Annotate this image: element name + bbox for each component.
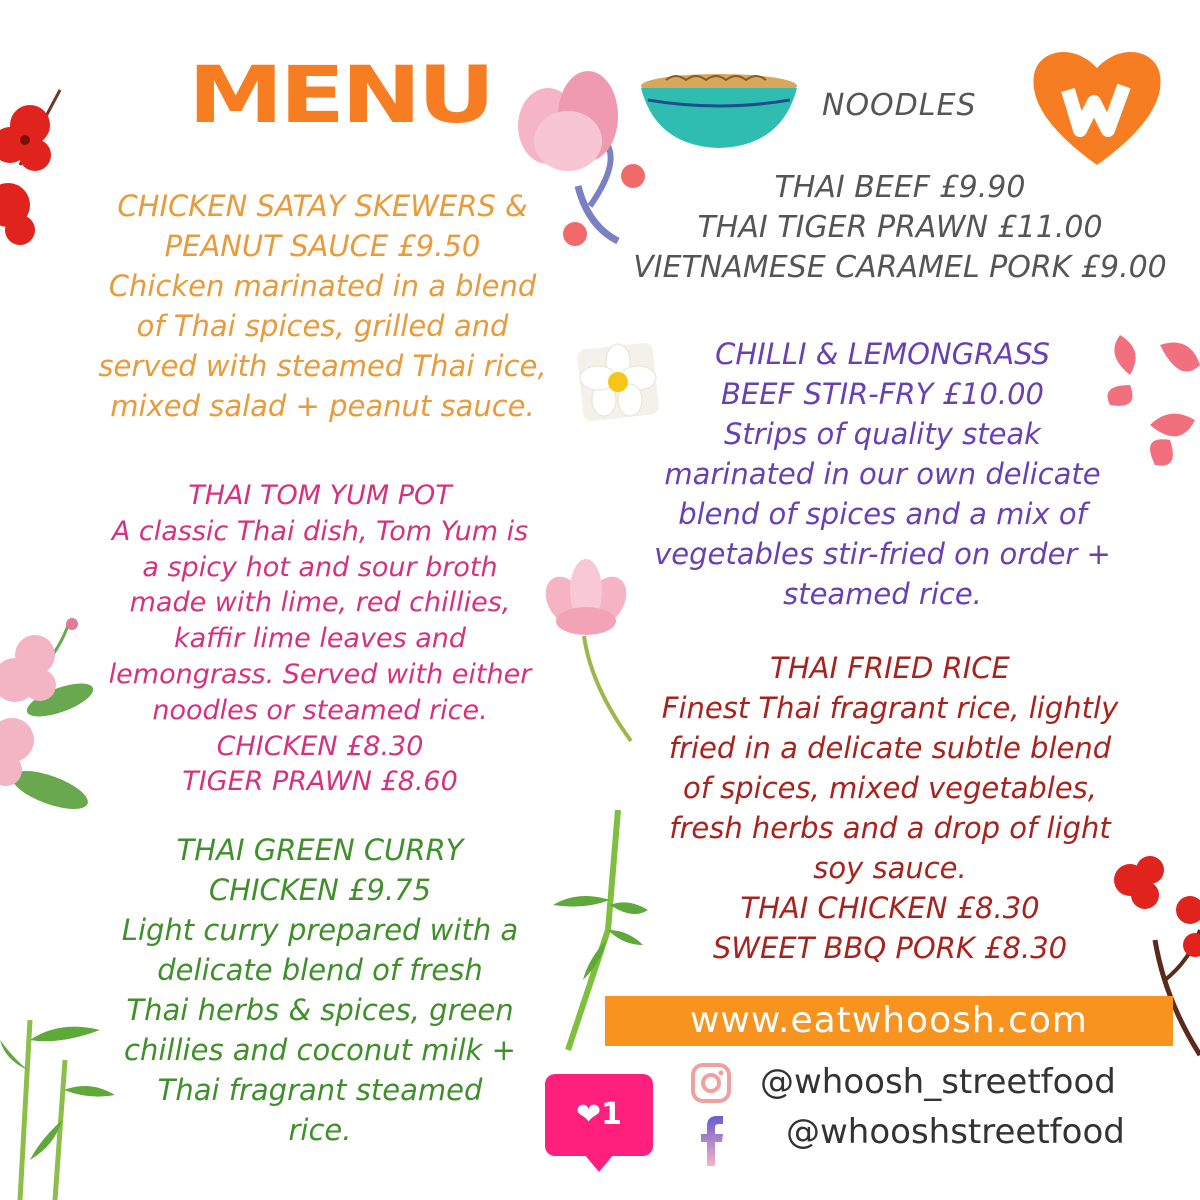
noodle-item-caramel-pork: VIETNAMESE CARAMEL PORK £9.00 [633, 250, 1167, 285]
red-blossom-icon [0, 85, 70, 255]
green-curry-description: chillies and coconut milk + [124, 1033, 516, 1067]
chicken-satay-title-line: PEANUT SAUCE £9.50 [164, 229, 481, 263]
fried-rice-description: fried in a delicate subtle blend [668, 731, 1112, 765]
green-curry-description: delicate blend of fresh [157, 953, 483, 987]
fried-rice-section [630, 648, 1150, 968]
tom-yum-description: lemongrass. Served with either [108, 658, 532, 690]
tom-yum-description: made with lime, red chillies, [129, 587, 511, 619]
tom-yum-description: kaffir lime leaves and [173, 623, 467, 655]
noodles-heading: NOODLES [822, 88, 977, 123]
fried-rice-description: soy sauce. [813, 851, 967, 885]
green-curry-title-line: THAI GREEN CURRY [176, 833, 464, 867]
menu-title: MENU [188, 48, 492, 141]
chicken-satay-description: served with steamed Thai rice, [98, 349, 547, 383]
stir-fry-description: marinated in our own delicate [664, 457, 1101, 491]
chicken-satay-title-line: CHICKEN SATAY SKEWERS & [117, 189, 528, 223]
noodle-bowl-icon [636, 66, 802, 152]
green-curry-section [90, 830, 550, 1150]
instagram-handle[interactable]: @whoosh_streetfood [760, 1062, 1116, 1102]
facebook-icon[interactable] [697, 1112, 727, 1168]
green-curry-description: Light curry prepared with a [121, 913, 519, 947]
fried-rice-price-chicken: THAI CHICKEN £8.30 [740, 891, 1040, 925]
green-curry-description: rice. [288, 1113, 352, 1147]
fried-rice-description: fresh herbs and a drop of light [669, 811, 1111, 845]
noodles-list [610, 168, 1190, 288]
chicken-satay-section [80, 186, 565, 426]
noodle-item-thai-beef: THAI BEEF £9.90 [774, 170, 1026, 205]
green-curry-description: Thai herbs & spices, green [126, 993, 514, 1027]
whoosh-heart-logo-icon [1028, 40, 1166, 170]
chicken-satay-description: Chicken marinated in a blend [108, 269, 537, 303]
badge-pointer-icon [584, 1154, 614, 1172]
fried-rice-description: Finest Thai fragrant rice, lightly [661, 691, 1119, 725]
facebook-handle[interactable]: @whooshstreetfood [786, 1112, 1125, 1152]
like-count: 1 [601, 1097, 622, 1132]
stir-fry-description: Strips of quality steak [724, 417, 1041, 451]
like-notification-badge [545, 1074, 653, 1156]
fried-rice-description: of spices, mixed vegetables, [682, 771, 1098, 805]
tom-yum-price-chicken: CHICKEN £8.30 [216, 730, 424, 762]
tom-yum-price-prawn: TIGER PRAWN £8.60 [182, 766, 458, 798]
heart-icon: ❤ [575, 1097, 602, 1132]
stir-fry-description: steamed rice. [783, 577, 982, 611]
stir-fry-title-line: CHILLI & LEMONGRASS [715, 337, 1050, 371]
stir-fry-description: vegetables stir-fried on order + [654, 537, 1111, 571]
green-curry-title-line: CHICKEN £9.75 [208, 873, 432, 907]
instagram-icon[interactable] [690, 1062, 732, 1104]
fried-rice-title: THAI FRIED RICE [770, 651, 1010, 685]
noodle-item-tiger-prawn: THAI TIGER PRAWN £11.00 [697, 210, 1103, 245]
chicken-satay-description: mixed salad + peanut sauce. [110, 389, 535, 423]
fried-rice-price-pork: SWEET BBQ PORK £8.30 [712, 931, 1068, 965]
pink-petals-icon [1100, 325, 1200, 495]
tom-yum-section [80, 478, 560, 800]
bamboo-corner-icon [0, 1000, 120, 1200]
stir-fry-description: blend of spices and a mix of [678, 497, 1087, 531]
stir-fry-title-line: BEEF STIR-FRY £10.00 [721, 377, 1044, 411]
tom-yum-description: noodles or steamed rice. [152, 694, 488, 726]
tom-yum-description: a spicy hot and sour broth [142, 551, 498, 583]
stir-fry-section [630, 334, 1135, 614]
tom-yum-title: THAI TOM YUM POT [188, 480, 452, 511]
green-curry-description: Thai fragrant steamed [157, 1073, 483, 1107]
lotus-flower-icon [536, 556, 636, 746]
website-url-link[interactable]: www.eatwhoosh.com [689, 1000, 1088, 1041]
tom-yum-description: A classic Thai dish, Tom Yum is [111, 515, 529, 547]
chicken-satay-description: of Thai spices, grilled and [136, 309, 509, 343]
